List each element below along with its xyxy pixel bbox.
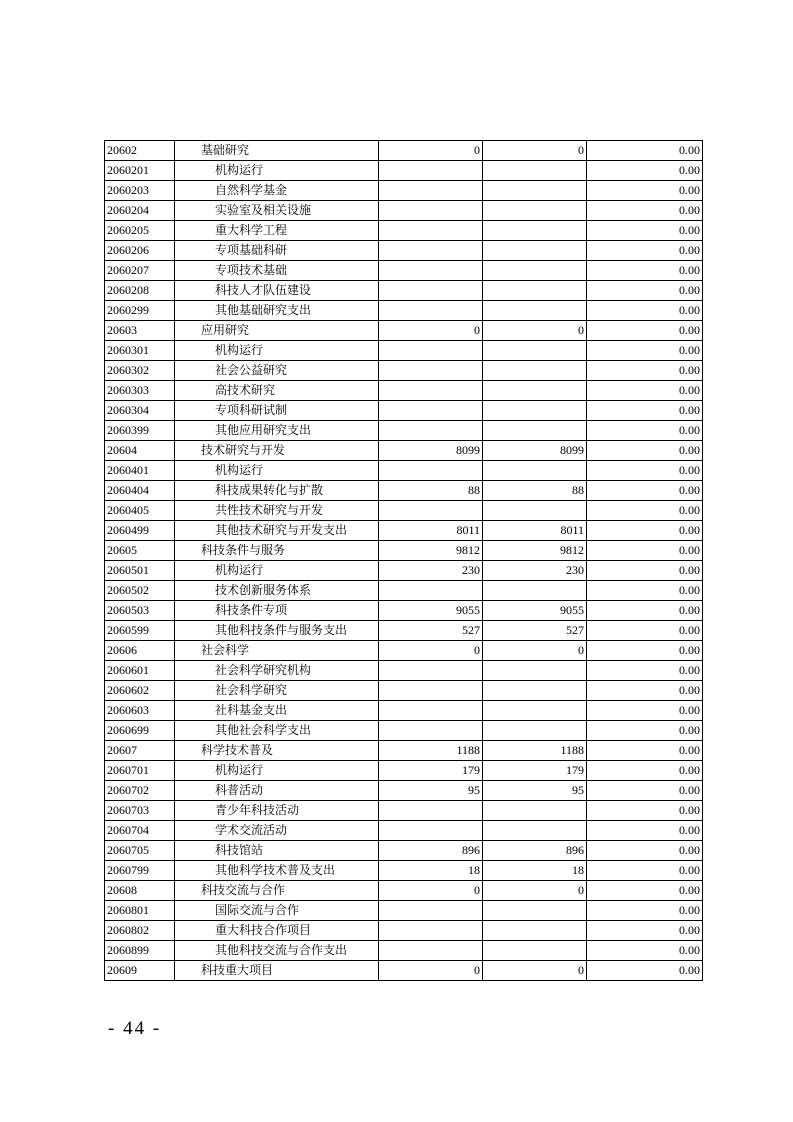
cell-name: 自然科学基金 <box>175 181 379 201</box>
cell-code: 2060304 <box>105 401 175 421</box>
cell-code: 2060206 <box>105 241 175 261</box>
table-row <box>105 861 703 881</box>
cell-name: 基础研究 <box>175 141 379 161</box>
cell-value-3: 0.00 <box>587 201 703 221</box>
cell-value-1: 230 <box>379 561 483 581</box>
cell-value-1 <box>379 821 483 841</box>
cell-value-1 <box>379 301 483 321</box>
cell-value-2 <box>483 341 587 361</box>
cell-value-2 <box>483 281 587 301</box>
cell-code: 2060599 <box>105 621 175 641</box>
cell-value-2: 0 <box>483 881 587 901</box>
table-row <box>105 261 703 281</box>
cell-name: 社会科学研究 <box>175 681 379 701</box>
cell-value-3: 0.00 <box>587 781 703 801</box>
cell-value-3: 0.00 <box>587 921 703 941</box>
table-row <box>105 801 703 821</box>
cell-value-2 <box>483 901 587 921</box>
cell-value-2: 1188 <box>483 741 587 761</box>
cell-value-2 <box>483 161 587 181</box>
cell-code: 2060208 <box>105 281 175 301</box>
cell-name: 实验室及相关设施 <box>175 201 379 221</box>
cell-name: 专项基础科研 <box>175 241 379 261</box>
cell-value-3: 0.00 <box>587 701 703 721</box>
cell-value-3: 0.00 <box>587 401 703 421</box>
cell-code: 2060399 <box>105 421 175 441</box>
table-row <box>105 301 703 321</box>
table-row <box>105 321 703 341</box>
table-row <box>105 681 703 701</box>
cell-value-3: 0.00 <box>587 901 703 921</box>
cell-value-2 <box>483 681 587 701</box>
cell-code: 20607 <box>105 741 175 761</box>
cell-value-1: 8099 <box>379 441 483 461</box>
cell-name: 学术交流活动 <box>175 821 379 841</box>
cell-name: 社科基金支出 <box>175 701 379 721</box>
table-row <box>105 941 703 961</box>
table-row <box>105 841 703 861</box>
cell-name: 机构运行 <box>175 761 379 781</box>
cell-code: 2060503 <box>105 601 175 621</box>
cell-name: 共性技术研究与开发 <box>175 501 379 521</box>
cell-value-1 <box>379 161 483 181</box>
table-row <box>105 141 703 161</box>
table-row <box>105 221 703 241</box>
table-row <box>105 541 703 561</box>
cell-name: 其他社会科学支出 <box>175 721 379 741</box>
table-row <box>105 961 703 981</box>
cell-value-1 <box>379 581 483 601</box>
cell-name: 重大科技合作项目 <box>175 921 379 941</box>
cell-value-3: 0.00 <box>587 581 703 601</box>
table-row <box>105 721 703 741</box>
page-number: - 44 - <box>108 1018 162 1039</box>
cell-value-2: 0 <box>483 641 587 661</box>
table-row <box>105 181 703 201</box>
cell-name: 国际交流与合作 <box>175 901 379 921</box>
cell-value-1 <box>379 901 483 921</box>
cell-value-2 <box>483 941 587 961</box>
cell-value-1 <box>379 701 483 721</box>
table-row <box>105 461 703 481</box>
table-row <box>105 441 703 461</box>
table-row <box>105 341 703 361</box>
table-row <box>105 741 703 761</box>
cell-name: 其他应用研究支出 <box>175 421 379 441</box>
cell-value-2: 18 <box>483 861 587 881</box>
table-row <box>105 501 703 521</box>
cell-code: 2060299 <box>105 301 175 321</box>
cell-value-1 <box>379 681 483 701</box>
cell-code: 2060703 <box>105 801 175 821</box>
cell-value-2: 0 <box>483 141 587 161</box>
cell-value-1 <box>379 941 483 961</box>
cell-value-2: 896 <box>483 841 587 861</box>
cell-value-1 <box>379 221 483 241</box>
cell-value-3: 0.00 <box>587 341 703 361</box>
cell-value-2 <box>483 261 587 281</box>
cell-value-2: 0 <box>483 321 587 341</box>
cell-name: 科技条件专项 <box>175 601 379 621</box>
cell-value-1 <box>379 401 483 421</box>
cell-code: 2060601 <box>105 661 175 681</box>
cell-value-2: 9055 <box>483 601 587 621</box>
cell-value-3: 0.00 <box>587 801 703 821</box>
table-row <box>105 481 703 501</box>
table-row <box>105 821 703 841</box>
cell-value-1: 0 <box>379 881 483 901</box>
cell-name: 科技馆站 <box>175 841 379 861</box>
cell-value-2 <box>483 241 587 261</box>
cell-value-3: 0.00 <box>587 561 703 581</box>
cell-value-3: 0.00 <box>587 481 703 501</box>
cell-value-2 <box>483 821 587 841</box>
cell-name: 机构运行 <box>175 161 379 181</box>
cell-name: 重大科学工程 <box>175 221 379 241</box>
cell-value-1: 896 <box>379 841 483 861</box>
cell-code: 2060705 <box>105 841 175 861</box>
cell-value-3: 0.00 <box>587 841 703 861</box>
cell-value-1 <box>379 361 483 381</box>
cell-value-3: 0.00 <box>587 861 703 881</box>
cell-value-3: 0.00 <box>587 261 703 281</box>
cell-value-2: 230 <box>483 561 587 581</box>
table-row <box>105 661 703 681</box>
cell-value-2 <box>483 361 587 381</box>
cell-name: 科技成果转化与扩散 <box>175 481 379 501</box>
cell-name: 其他基础研究支出 <box>175 301 379 321</box>
cell-value-1: 1188 <box>379 741 483 761</box>
cell-code: 2060405 <box>105 501 175 521</box>
cell-code: 2060204 <box>105 201 175 221</box>
cell-name: 机构运行 <box>175 561 379 581</box>
cell-name: 其他技术研究与开发支出 <box>175 521 379 541</box>
cell-code: 2060801 <box>105 901 175 921</box>
cell-value-3: 0.00 <box>587 641 703 661</box>
cell-code: 2060603 <box>105 701 175 721</box>
cell-code: 2060404 <box>105 481 175 501</box>
cell-value-1 <box>379 241 483 261</box>
table-row <box>105 761 703 781</box>
cell-value-3: 0.00 <box>587 821 703 841</box>
cell-code: 2060701 <box>105 761 175 781</box>
cell-value-3: 0.00 <box>587 321 703 341</box>
cell-value-3: 0.00 <box>587 301 703 321</box>
cell-value-2 <box>483 421 587 441</box>
cell-value-3: 0.00 <box>587 601 703 621</box>
cell-value-1 <box>379 801 483 821</box>
cell-value-2: 527 <box>483 621 587 641</box>
cell-value-1: 9812 <box>379 541 483 561</box>
budget-table <box>104 140 703 981</box>
cell-value-2: 0 <box>483 961 587 981</box>
cell-value-3: 0.00 <box>587 441 703 461</box>
cell-value-3: 0.00 <box>587 421 703 441</box>
cell-value-2 <box>483 721 587 741</box>
cell-code: 2060799 <box>105 861 175 881</box>
cell-value-3: 0.00 <box>587 621 703 641</box>
cell-value-2: 95 <box>483 781 587 801</box>
cell-value-3: 0.00 <box>587 141 703 161</box>
cell-value-3: 0.00 <box>587 221 703 241</box>
cell-value-1 <box>379 461 483 481</box>
cell-value-2: 8011 <box>483 521 587 541</box>
cell-value-2 <box>483 401 587 421</box>
cell-value-3: 0.00 <box>587 661 703 681</box>
table-row <box>105 621 703 641</box>
table-row <box>105 901 703 921</box>
cell-value-1 <box>379 421 483 441</box>
cell-value-2 <box>483 501 587 521</box>
cell-name: 社会科学 <box>175 641 379 661</box>
cell-value-1: 88 <box>379 481 483 501</box>
cell-code: 2060401 <box>105 461 175 481</box>
cell-value-1: 527 <box>379 621 483 641</box>
cell-value-1 <box>379 381 483 401</box>
cell-code: 20603 <box>105 321 175 341</box>
cell-value-3: 0.00 <box>587 361 703 381</box>
cell-value-3: 0.00 <box>587 941 703 961</box>
table-row <box>105 361 703 381</box>
table-row <box>105 921 703 941</box>
cell-value-1: 0 <box>379 961 483 981</box>
table-row <box>105 561 703 581</box>
cell-code: 2060499 <box>105 521 175 541</box>
cell-value-1 <box>379 261 483 281</box>
cell-name: 专项技术基础 <box>175 261 379 281</box>
table-row <box>105 241 703 261</box>
cell-value-1: 179 <box>379 761 483 781</box>
cell-name: 技术研究与开发 <box>175 441 379 461</box>
cell-name: 科技条件与服务 <box>175 541 379 561</box>
table-row <box>105 781 703 801</box>
cell-code: 20609 <box>105 961 175 981</box>
cell-value-2 <box>483 701 587 721</box>
cell-code: 20604 <box>105 441 175 461</box>
cell-value-3: 0.00 <box>587 761 703 781</box>
table-row <box>105 521 703 541</box>
cell-value-2 <box>483 381 587 401</box>
cell-name: 机构运行 <box>175 461 379 481</box>
cell-code: 2060699 <box>105 721 175 741</box>
cell-value-2 <box>483 921 587 941</box>
cell-name: 技术创新服务体系 <box>175 581 379 601</box>
cell-name: 科技人才队伍建设 <box>175 281 379 301</box>
cell-value-1: 18 <box>379 861 483 881</box>
table-row <box>105 881 703 901</box>
cell-value-3: 0.00 <box>587 881 703 901</box>
cell-value-3: 0.00 <box>587 721 703 741</box>
cell-value-1 <box>379 661 483 681</box>
cell-code: 2060502 <box>105 581 175 601</box>
cell-value-1: 8011 <box>379 521 483 541</box>
cell-value-3: 0.00 <box>587 741 703 761</box>
cell-name: 其他科学技术普及支出 <box>175 861 379 881</box>
cell-code: 2060704 <box>105 821 175 841</box>
table-row <box>105 701 703 721</box>
cell-code: 20608 <box>105 881 175 901</box>
cell-code: 2060899 <box>105 941 175 961</box>
cell-code: 2060602 <box>105 681 175 701</box>
table-row <box>105 401 703 421</box>
cell-code: 20602 <box>105 141 175 161</box>
cell-value-1 <box>379 341 483 361</box>
cell-value-3: 0.00 <box>587 241 703 261</box>
cell-value-2 <box>483 221 587 241</box>
cell-value-1 <box>379 281 483 301</box>
cell-value-2: 88 <box>483 481 587 501</box>
cell-code: 2060207 <box>105 261 175 281</box>
cell-value-2 <box>483 461 587 481</box>
cell-value-1: 0 <box>379 641 483 661</box>
cell-code: 2060802 <box>105 921 175 941</box>
cell-name: 科技重大项目 <box>175 961 379 981</box>
cell-code: 2060203 <box>105 181 175 201</box>
table-row <box>105 201 703 221</box>
cell-name: 青少年科技活动 <box>175 801 379 821</box>
budget-table-body <box>105 141 703 981</box>
table-row <box>105 641 703 661</box>
cell-code: 2060303 <box>105 381 175 401</box>
cell-value-2 <box>483 201 587 221</box>
cell-value-3: 0.00 <box>587 961 703 981</box>
cell-value-3: 0.00 <box>587 521 703 541</box>
cell-value-2: 179 <box>483 761 587 781</box>
cell-value-3: 0.00 <box>587 541 703 561</box>
cell-value-1: 0 <box>379 141 483 161</box>
cell-name: 应用研究 <box>175 321 379 341</box>
cell-value-3: 0.00 <box>587 181 703 201</box>
table-row <box>105 381 703 401</box>
cell-name: 机构运行 <box>175 341 379 361</box>
cell-code: 2060201 <box>105 161 175 181</box>
cell-value-3: 0.00 <box>587 281 703 301</box>
table-row <box>105 601 703 621</box>
cell-value-1 <box>379 721 483 741</box>
cell-value-2: 9812 <box>483 541 587 561</box>
cell-value-3: 0.00 <box>587 381 703 401</box>
cell-value-3: 0.00 <box>587 501 703 521</box>
cell-value-1: 0 <box>379 321 483 341</box>
table-row <box>105 581 703 601</box>
cell-name: 社会公益研究 <box>175 361 379 381</box>
cell-code: 2060301 <box>105 341 175 361</box>
cell-code: 2060501 <box>105 561 175 581</box>
cell-code: 20605 <box>105 541 175 561</box>
cell-name: 社会科学研究机构 <box>175 661 379 681</box>
cell-value-1 <box>379 501 483 521</box>
cell-code: 2060302 <box>105 361 175 381</box>
cell-value-2 <box>483 301 587 321</box>
cell-value-2 <box>483 181 587 201</box>
cell-name: 高技术研究 <box>175 381 379 401</box>
cell-value-2 <box>483 661 587 681</box>
cell-value-1: 9055 <box>379 601 483 621</box>
cell-name: 其他科技交流与合作支出 <box>175 941 379 961</box>
cell-value-1 <box>379 181 483 201</box>
cell-value-3: 0.00 <box>587 461 703 481</box>
cell-name: 其他科技条件与服务支出 <box>175 621 379 641</box>
cell-code: 2060702 <box>105 781 175 801</box>
cell-value-3: 0.00 <box>587 681 703 701</box>
cell-value-3: 0.00 <box>587 161 703 181</box>
cell-value-1: 95 <box>379 781 483 801</box>
cell-value-1 <box>379 921 483 941</box>
cell-value-2 <box>483 801 587 821</box>
cell-name: 专项科研试制 <box>175 401 379 421</box>
cell-code: 2060205 <box>105 221 175 241</box>
cell-value-2: 8099 <box>483 441 587 461</box>
cell-name: 科普活动 <box>175 781 379 801</box>
cell-code: 20606 <box>105 641 175 661</box>
cell-value-2 <box>483 581 587 601</box>
table-row <box>105 281 703 301</box>
cell-name: 科技交流与合作 <box>175 881 379 901</box>
table-row <box>105 421 703 441</box>
cell-value-1 <box>379 201 483 221</box>
cell-name: 科学技术普及 <box>175 741 379 761</box>
table-row <box>105 161 703 181</box>
